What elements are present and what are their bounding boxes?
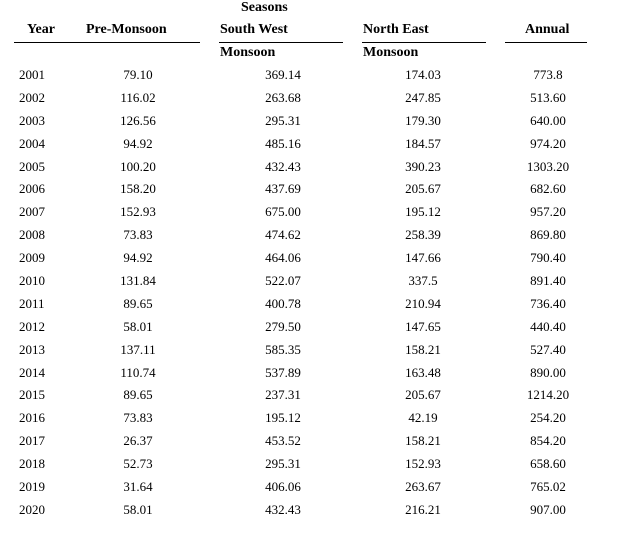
table-row — [0, 132, 641, 155]
year-cell: 2003 — [19, 112, 45, 128]
south-west-monsoon-cell: 437.69 — [265, 181, 301, 197]
annual-cell: 974.20 — [530, 135, 566, 151]
rainfall-table — [0, 63, 641, 521]
north-east-monsoon-cell: 390.23 — [405, 158, 441, 174]
table-row — [0, 63, 641, 86]
north-east-monsoon-cell: 337.5 — [408, 273, 438, 289]
pre-monsoon-cell: 79.10 — [123, 67, 153, 82]
table-row — [0, 406, 641, 429]
header-divider — [14, 42, 200, 43]
table-row — [0, 383, 641, 406]
south-west-monsoon-cell: 522.07 — [265, 273, 301, 289]
pre-monsoon-cell: 116.02 — [120, 89, 156, 105]
south-west-monsoon-cell: 453.52 — [265, 433, 301, 449]
header-divider — [505, 42, 587, 43]
annual-cell: 658.60 — [530, 456, 566, 472]
north-east-monsoon-cell: 42.19 — [408, 410, 438, 426]
north-east-monsoon-cell: 179.30 — [405, 112, 441, 128]
pre-monsoon-cell: 152.93 — [120, 204, 156, 220]
annual-cell: 765.02 — [530, 479, 566, 495]
north-east-monsoon-cell: 195.12 — [405, 204, 441, 220]
annual-cell: 890.00 — [530, 364, 566, 380]
year-cell: 2013 — [19, 341, 45, 357]
annual-cell: 907.00 — [530, 501, 566, 517]
annual-cell: 513.60 — [530, 89, 566, 105]
table-row — [0, 177, 641, 200]
south-west-monsoon-cell: 432.43 — [265, 501, 301, 517]
north-east-monsoon-cell: 174.03 — [405, 67, 441, 82]
pre-monsoon-cell: 26.37 — [123, 433, 153, 449]
north-east-monsoon-cell: 263.67 — [405, 479, 441, 495]
annual-cell: 254.20 — [530, 410, 566, 426]
pre-monsoon-cell: 100.20 — [120, 158, 156, 174]
pre-monsoon-cell: 58.01 — [123, 318, 153, 334]
table-row — [0, 498, 641, 521]
year-cell: 2010 — [19, 273, 45, 289]
north-east-monsoon-cell: 152.93 — [405, 456, 441, 472]
year-cell: 2019 — [19, 479, 45, 495]
year-cell: 2008 — [19, 227, 45, 243]
pre-monsoon-cell: 52.73 — [123, 456, 153, 472]
table-row — [0, 155, 641, 178]
pre-monsoon-cell: 89.65 — [123, 295, 153, 311]
table-row — [0, 475, 641, 498]
table-row — [0, 338, 641, 361]
pre-monsoon-cell: 89.65 — [123, 387, 153, 403]
north-east-monsoon-cell: 247.85 — [405, 89, 441, 105]
annual-cell: 527.40 — [530, 341, 566, 357]
year-cell: 2016 — [19, 410, 45, 426]
annual-cell: 1214.20 — [526, 387, 570, 403]
year-cell: 2007 — [19, 204, 45, 220]
north-east-column-header: North East — [363, 22, 429, 37]
annual-cell: 790.40 — [530, 250, 566, 266]
year-cell: 2018 — [19, 456, 45, 472]
table-row — [0, 315, 641, 338]
year-cell: 2004 — [19, 135, 45, 151]
south-west-column-header: South West — [220, 22, 288, 37]
annual-cell: 854.20 — [530, 433, 566, 449]
year-cell: 2005 — [19, 158, 45, 174]
south-west-monsoon-cell: 263.68 — [265, 89, 301, 105]
south-west-monsoon-cell: 295.31 — [265, 456, 301, 472]
north-east-monsoon-subheader: Monsoon — [363, 45, 419, 60]
pre-monsoon-cell: 58.01 — [123, 501, 153, 517]
pre-monsoon-cell: 158.20 — [120, 181, 156, 197]
annual-cell: 957.20 — [530, 204, 566, 220]
seasons-title: Seasons — [241, 0, 288, 15]
year-cell: 2012 — [19, 318, 45, 334]
header-divider — [219, 42, 343, 43]
table-row — [0, 86, 641, 109]
header-divider — [362, 42, 486, 43]
pre-monsoon-cell: 131.84 — [120, 273, 156, 289]
annual-cell: 440.40 — [530, 318, 566, 334]
pre-monsoon-cell: 110.74 — [120, 364, 156, 380]
annual-cell: 773.8 — [533, 67, 563, 82]
year-cell: 2014 — [19, 364, 45, 380]
table-row — [0, 200, 641, 223]
annual-cell: 682.60 — [530, 181, 566, 197]
table-row — [0, 361, 641, 384]
south-west-monsoon-cell: 537.89 — [265, 364, 301, 380]
south-west-monsoon-cell: 195.12 — [265, 410, 301, 426]
annual-cell: 891.40 — [530, 273, 566, 289]
north-east-monsoon-cell: 210.94 — [405, 295, 441, 311]
north-east-monsoon-cell: 158.21 — [405, 433, 441, 449]
pre-monsoon-cell: 94.92 — [123, 250, 153, 266]
south-west-monsoon-subheader: Monsoon — [220, 45, 276, 60]
table-row — [0, 246, 641, 269]
year-cell: 2015 — [19, 387, 45, 403]
table-row — [0, 223, 641, 246]
annual-cell: 640.00 — [530, 112, 566, 128]
north-east-monsoon-cell: 216.21 — [405, 501, 441, 517]
year-cell: 2017 — [19, 433, 45, 449]
year-cell: 2001 — [19, 67, 45, 82]
annual-cell: 736.40 — [530, 295, 566, 311]
pre-monsoon-column-header: Pre-Monsoon — [86, 22, 167, 37]
annual-cell: 1303.20 — [526, 158, 570, 174]
south-west-monsoon-cell: 464.06 — [265, 250, 301, 266]
annual-column-header: Annual — [525, 22, 570, 37]
north-east-monsoon-cell: 147.66 — [405, 250, 441, 266]
year-cell: 2011 — [19, 295, 45, 311]
south-west-monsoon-cell: 237.31 — [265, 387, 301, 403]
north-east-monsoon-cell: 205.67 — [405, 181, 441, 197]
pre-monsoon-cell: 126.56 — [120, 112, 156, 128]
table-row — [0, 429, 641, 452]
north-east-monsoon-cell: 147.65 — [405, 318, 441, 334]
north-east-monsoon-cell: 163.48 — [405, 364, 441, 380]
south-west-monsoon-cell: 585.35 — [265, 341, 301, 357]
south-west-monsoon-cell: 369.14 — [265, 67, 301, 82]
year-cell: 2006 — [19, 181, 45, 197]
south-west-monsoon-cell: 432.43 — [265, 158, 301, 174]
north-east-monsoon-cell: 258.39 — [405, 227, 441, 243]
pre-monsoon-cell: 137.11 — [120, 341, 156, 357]
north-east-monsoon-cell: 184.57 — [405, 135, 441, 151]
pre-monsoon-cell: 73.83 — [123, 227, 153, 243]
year-cell: 2020 — [19, 501, 45, 517]
year-cell: 2002 — [19, 89, 45, 105]
table-row — [0, 269, 641, 292]
year-column-header: Year — [27, 22, 55, 37]
south-west-monsoon-cell: 485.16 — [265, 135, 301, 151]
pre-monsoon-cell: 94.92 — [123, 135, 153, 151]
table-row — [0, 452, 641, 475]
pre-monsoon-cell: 31.64 — [123, 479, 153, 495]
south-west-monsoon-cell: 400.78 — [265, 295, 301, 311]
table-row — [0, 109, 641, 132]
north-east-monsoon-cell: 205.67 — [405, 387, 441, 403]
annual-cell: 869.80 — [530, 227, 566, 243]
south-west-monsoon-cell: 406.06 — [265, 479, 301, 495]
south-west-monsoon-cell: 675.00 — [265, 204, 301, 220]
table-row — [0, 292, 641, 315]
south-west-monsoon-cell: 295.31 — [265, 112, 301, 128]
south-west-monsoon-cell: 474.62 — [265, 227, 301, 243]
north-east-monsoon-cell: 158.21 — [405, 341, 441, 357]
pre-monsoon-cell: 73.83 — [123, 410, 153, 426]
south-west-monsoon-cell: 279.50 — [265, 318, 301, 334]
year-cell: 2009 — [19, 250, 45, 266]
